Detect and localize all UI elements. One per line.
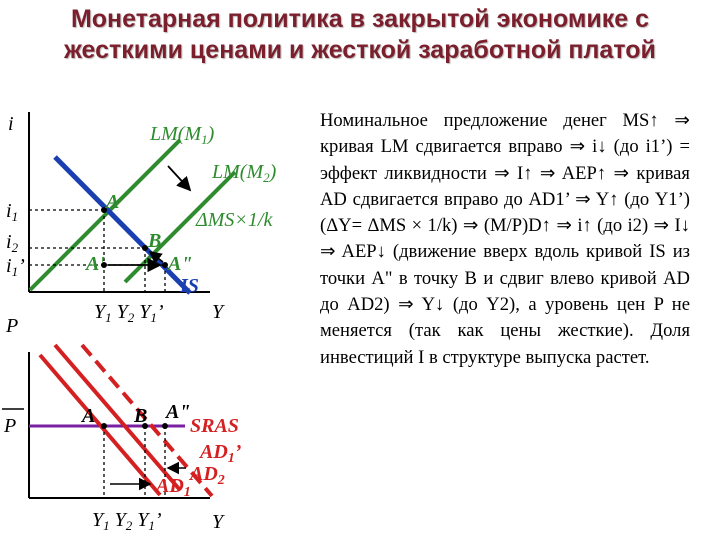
explanation-text: [320, 108, 690, 371]
ad1-prime-label: $AD_1$’: [200, 441, 242, 466]
bottom-y-axis-label: P: [6, 315, 19, 337]
top-x-axis-label: Y: [212, 301, 224, 323]
tick-i1: $i_1$: [6, 200, 19, 224]
point-a-dprime-label-top: A": [168, 253, 193, 275]
point-a-bottom: [101, 423, 107, 429]
point-a-dprime-bottom: [162, 423, 168, 429]
point-a-prime-label-top: A': [86, 253, 105, 275]
point-a-label-bottom: A: [82, 405, 96, 427]
point-a-label-top: A: [106, 191, 120, 213]
sras-label: SRAS: [190, 415, 239, 437]
top-x-ticks: $Y_1$ $Y_2$ $Y_1$’: [94, 301, 164, 325]
p-bar-label: P: [4, 415, 17, 437]
point-b-label-top: B: [148, 230, 162, 252]
ad2-label: $AD_2$: [190, 463, 225, 488]
point-a-dprime-label-bottom: A": [166, 401, 191, 423]
explanation-paragraph: Номинальное предложение денег MS↑ ⇒ кривая LM сдвигается вправо ⇒ i↓ (до i1’) = эффект ликвидности ⇒ I↑ ⇒ AEP↑ ⇒ кривая AD сдвигается вправо до AD1’ ⇒ Y↑ (до Y1’) (ΔY= ΔMS × 1/k) ⇒ (M/P)D↑ ⇒ i↑ (до i2) ⇒ I↓ ⇒ AEP↓ (движение вверх вдоль кривой IS из точки А" в точку В и сдвиг влево кривой AD до AD2) ⇒ Y↓ (до Y2), а уровень цен P не меняется (так как цены жесткие). Доля инвестиций I в структуре выпуска растет.: [320, 110, 690, 368]
ad1-label: $AD_1$: [156, 475, 191, 500]
tick-i1-prime: $i_1$’: [6, 255, 25, 279]
point-b-label-bottom: B: [134, 405, 148, 427]
tick-i2: $i_2$: [6, 231, 19, 255]
lm-shift-arrow: [168, 166, 190, 190]
is-label: IS: [180, 275, 199, 297]
bottom-x-ticks: $Y_1$ $Y_2$ $Y_1$’: [92, 509, 162, 533]
top-y-axis-label: i: [8, 113, 14, 135]
is-lm-ad-diagram: [0, 0, 310, 540]
money-shift-label: ΔMS×1/k: [196, 209, 273, 231]
lm1-label: $LM(M_1)$: [150, 123, 215, 147]
bottom-x-axis-label: Y: [212, 511, 224, 533]
ad2-curve: [55, 345, 180, 490]
title-line-2: жесткими ценами и жесткой заработной платой: [64, 36, 656, 64]
title-line-1: Монетарная политика в закрытой экономике с: [70, 5, 650, 33]
lm2-label: $LM(M_2)$: [212, 161, 277, 185]
